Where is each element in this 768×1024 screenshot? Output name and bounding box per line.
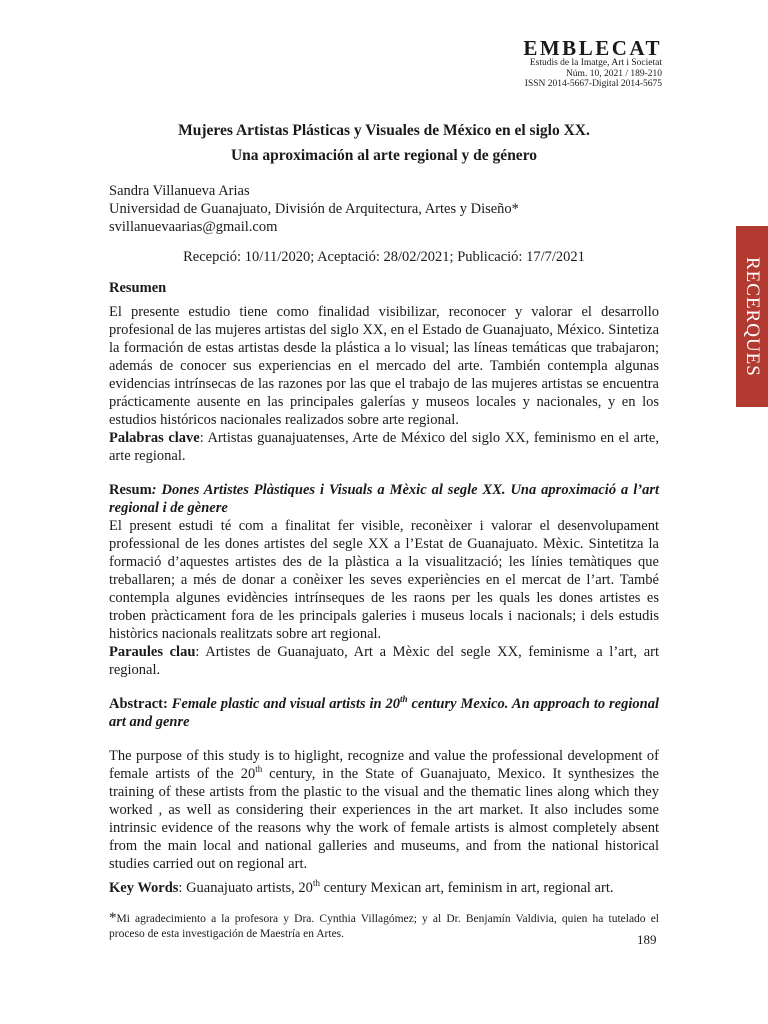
resum-keywords-label: Paraules clau: [109, 644, 196, 660]
journal-issue: Núm. 10, 2021 / 189-210: [565, 68, 662, 79]
footnote-mark: *: [109, 910, 117, 926]
resum-keywords: [109, 643, 659, 679]
abstract-body-sup: th: [255, 764, 263, 775]
resum-heading: [109, 481, 659, 517]
abstract-keywords: [109, 879, 659, 897]
author-name: Sandra Villanueva Arias: [109, 183, 250, 199]
footnote: [109, 911, 659, 942]
resum-label: Resum: [109, 482, 152, 498]
abstract-body: [109, 747, 659, 873]
abstract-keywords-1: : Guanajuato artists, 20: [178, 880, 313, 896]
abstract-body-1: The purpose of this study is to higlight, recognize and value the professional development of female artists of the 20: [109, 748, 659, 782]
author-block: [109, 182, 659, 236]
resum-title: : Dones Artistes Plàstiques i Visuals a Mèxic al segle XX. Una aproximació a l’art regional i de gènere: [109, 482, 659, 516]
resumen-keywords-label: Palabras clave: [109, 430, 200, 446]
section-tab-label: RECERQUES: [742, 256, 763, 377]
author-email: svillanuevaarias@gmail.com: [109, 219, 278, 235]
abstract-body-2: century, in the State of Guanajuato, Mexico. It synthesizes the training of these artists from the plastic to the visual and the thematic lines along which they worked , as well as considering their experiences in the art market. It also includes some intrinsic evidence of the reasons why the work of female artists is almost completely absent from the main local and national galleries and museums, and from the national historical studies carried out on regional art.: [109, 766, 659, 872]
abstract-heading: [109, 695, 659, 731]
abstract-title-1: Female plastic and visual artists in 20: [171, 696, 400, 712]
section-tab: [736, 226, 768, 407]
abstract-keywords-2: century Mexican art, feminism in art, regional art.: [319, 880, 614, 896]
publication-dates: Recepció: 10/11/2020; Aceptació: 28/02/2021; Publicació: 17/7/2021: [183, 249, 585, 265]
journal-masthead: [523, 38, 662, 90]
title-line-2: Una aproximación al arte regional y de género: [230, 147, 538, 164]
article-title: [109, 118, 659, 168]
page-number: 189: [637, 932, 657, 947]
abstract-keywords-sup: th: [312, 878, 320, 889]
abstract-title-2: century Mexico. An approach to regional art and genre: [109, 696, 659, 730]
abstract-keywords-label: Key Words: [109, 880, 179, 896]
author-affiliation: Universidad de Guanajuato, División de Arquitectura, Artes y Diseño*: [109, 201, 519, 217]
journal-issn: ISSN 2014-5667-Digital 2014-5675: [524, 79, 662, 89]
resumen-body: El presente estudio tiene como finalidad visibilizar, reconocer y valorar el desarrollo profesional de las mujeres artistas del siglo XX, en el Estado de Guanajuato, México. Sintetiza la formación de estas artistas desde la plástica a lo visual; las líneas temáticas que trabajaron; además de conocer sus experiencias en el mercado del arte. También contempla algunas evidencias intrínsecas de las razones por las que el trabajo de las mujeres artistas se encuentra prácticamente ausente en las principales galerías y museos locales y nacionales, y en los estudios históricos nacionales realizados sobre arte regional.: [109, 304, 659, 428]
title-line-1: Mujeres Artistas Plásticas y Visuales de México en el siglo XX.: [178, 122, 590, 139]
footnote-text: Mi agradecimiento a la profesora y Dra. Cynthia Villagómez; y al Dr. Benjamín Valdivia, quien ha tutelado el proceso de esta investigación de Maestría en Artes.: [109, 913, 659, 940]
resum-body: El present estudi té com a finalitat fer visible, reconèixer i valorar el desenvolupament professional de les dones artistes del segle XX a l’Estat de Guanajuato. Mèxic. Sintetitza la formació d’aquestes artistes des de la plàstica a la visualització; les línies temàtiques que treballaren; a més de donar a conèixer les seves experiències en el mercat de l’art. També contempla algunes evidències intrínseques de les raons per les quals les dones artistes es troben pràcticament fora de les principals galeries i museus locals i nacionals; i dels estudis històrics nacionals realitzats sobre art regional.: [109, 518, 659, 642]
journal-subtitle: Estudis de la Imatge, Art i Societat: [529, 58, 662, 68]
resum-keywords-text: : Artistes de Guanajuato, Art a Mèxic del segle XX, feminisme a l’art, art regional.: [109, 644, 659, 678]
abstract-label: Abstract:: [109, 696, 168, 712]
resumen-heading: Resumen: [109, 280, 167, 296]
resumen-keywords-text: : Artistas guanajuatenses, Arte de México del siglo XX, feminismo en el arte, arte regional.: [109, 430, 659, 464]
resumen-keywords: [109, 429, 659, 465]
abstract-title-sup: th: [400, 694, 408, 705]
article-content: [109, 118, 659, 942]
journal-name: EMBLECAT: [523, 36, 662, 60]
